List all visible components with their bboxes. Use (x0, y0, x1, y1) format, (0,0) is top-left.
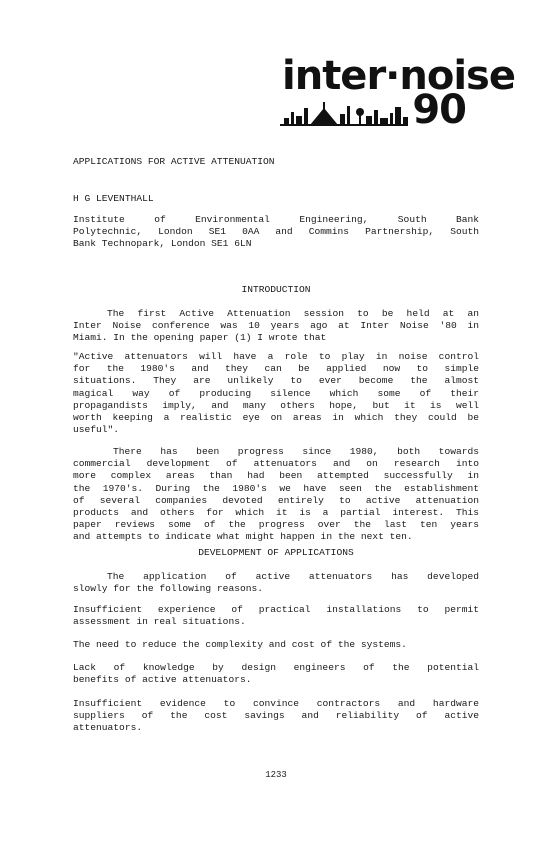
reason-item (73, 639, 479, 651)
logo-wordmark: inter·noise (282, 53, 515, 99)
text-line: magical way of producing silence which some of their (73, 387, 479, 399)
paragraph-progress (73, 446, 479, 544)
affiliation (73, 214, 479, 251)
page-number: 1233 (265, 770, 287, 780)
text-line: Lack of knowledge by design engineers of the potential (73, 662, 479, 673)
text-line: useful". (73, 424, 120, 436)
text-line: Insufficient evidence to convince contractors and hardware (73, 698, 479, 709)
paragraph-development (73, 571, 479, 595)
text-line: Insufficient experience of practical installations to permit (73, 604, 479, 615)
text-line: commercial development of attenuators and on research into (73, 458, 479, 470)
text-line: The application of active attenuators has developed (107, 571, 479, 582)
reason-item (73, 698, 479, 735)
text-line: The first Active Attenuation session to be held at an (107, 308, 479, 319)
author: H G LEVENTHALL (73, 193, 154, 204)
section-heading-development: DEVELOPMENT OF APPLICATIONS (198, 547, 354, 558)
text-line: Inter Noise conference was 10 years ago at Inter Noise '80 in (73, 320, 479, 332)
reason-item (73, 604, 479, 628)
paper-title: APPLICATIONS FOR ACTIVE ATTENUATION (73, 156, 275, 167)
affiliation-line: Institute of Environmental Engineering, South Bank (73, 214, 479, 225)
text-line: suppliers of the cost savings and reliability of active (73, 710, 479, 722)
text-line: the 1970's. During the 1980's we have seen the establishment (73, 482, 479, 494)
inter-noise-logo (280, 53, 515, 134)
text-line: slowly for the following reasons. (73, 583, 263, 595)
quotation (73, 351, 479, 436)
text-line: assessment in real situations. (73, 616, 246, 628)
text-line: benefits of active attenuators. (73, 674, 252, 686)
text-line: attenuators. (73, 722, 143, 734)
miami-skyline-icon (280, 98, 420, 128)
text-line: There has been progress since 1980, both towards (113, 446, 479, 457)
text-line: "Active attenuators will have a role to play in noise control (73, 351, 479, 362)
text-line: paper reviews some of the progress over the last ten years (73, 519, 479, 531)
text-line: for the 1980's and they can be applied now to simple (73, 363, 479, 375)
affiliation-line: Polytechnic, London SE1 0AA and Commins Partnership, South (73, 226, 479, 238)
reason-item (73, 662, 479, 686)
text-line: more complex areas than had been attempted successfully in (73, 470, 479, 482)
logo-year: 90 (412, 87, 466, 133)
paragraph-intro (73, 308, 479, 345)
text-line: propagandists imply, and many others hope, but it is well (73, 399, 479, 411)
affiliation-line: Bank Technopark, London SE1 6LN (73, 238, 252, 250)
text-line: situations. They are unlikely to ever become the almost (73, 375, 479, 387)
text-line: worth keeping a realistic eye on areas in which they could be (73, 412, 479, 424)
text-line: products and others for which it is a partial interest. This (73, 507, 479, 519)
text-line: Miami. In the opening paper (1) I wrote that (73, 332, 327, 344)
text-line: and attempts to indicate what might happen in the next ten. (73, 531, 413, 543)
text-line: of several companies devoted entirely to active attenuation (73, 494, 479, 506)
section-heading-introduction: INTRODUCTION (241, 284, 311, 295)
text-line: The need to reduce the complexity and cost of the systems. (73, 639, 407, 650)
